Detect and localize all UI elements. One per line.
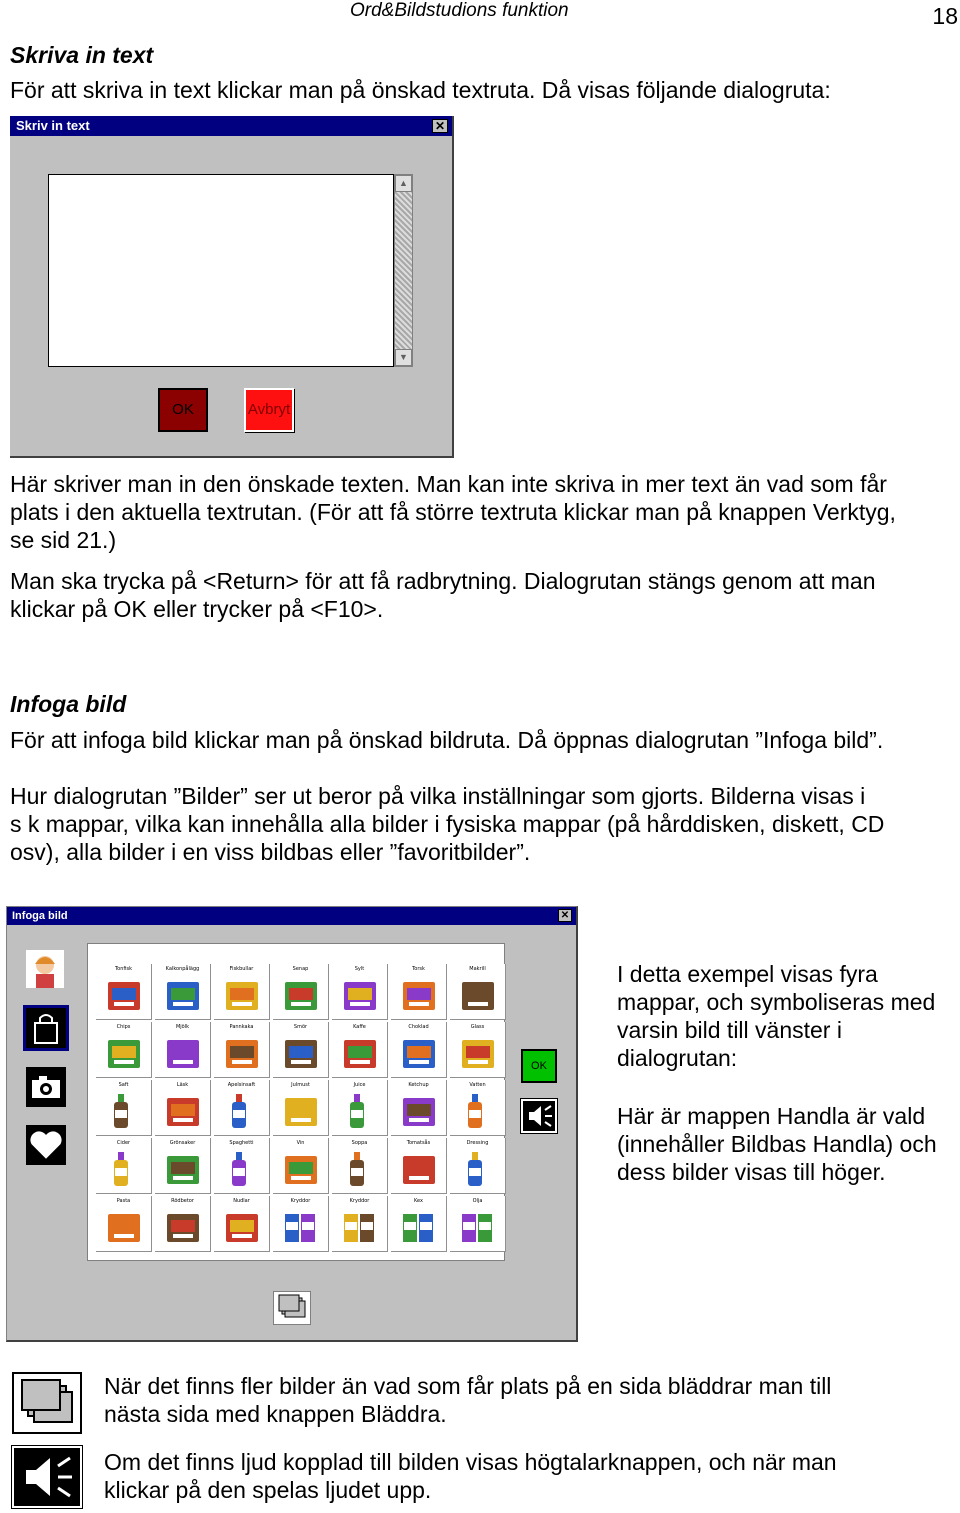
- picture-caption: Chips: [116, 1024, 131, 1030]
- picture-cell[interactable]: [155, 1196, 211, 1252]
- section1-para1: [10, 470, 955, 554]
- picture-cell[interactable]: [273, 964, 329, 1020]
- para1-line1: Här skriver man in den önskade texten. Man kan inte skriva in mer text än vad som får: [10, 471, 887, 497]
- picture-cell[interactable]: [391, 1196, 447, 1252]
- product-image: [222, 1208, 262, 1246]
- bladdra-text: [104, 1372, 954, 1428]
- ok-button[interactable]: OK: [521, 1049, 557, 1083]
- picture-caption: Julmust: [291, 1082, 310, 1088]
- product-image: [340, 1150, 380, 1188]
- heart-folder-icon[interactable]: [26, 1125, 66, 1165]
- picture-cell[interactable]: [96, 1138, 152, 1194]
- skriv-in-text-dialog: [10, 116, 454, 458]
- product-image: [399, 1150, 439, 1188]
- product-image: [458, 1208, 498, 1246]
- product-image: [104, 1208, 144, 1246]
- product-image: [340, 1034, 380, 1072]
- ljud-line2: klickar på den spelas ljudet upp.: [104, 1477, 432, 1503]
- picture-cell[interactable]: [96, 1022, 152, 1078]
- para2-line1: Man ska trycka på <Return> för att få radbrytning. Dialogrutan stängs genom att man: [10, 568, 876, 594]
- product-image: [399, 976, 439, 1014]
- close-button[interactable]: ✕: [558, 909, 572, 922]
- bladdra-icon: [12, 1372, 82, 1434]
- s2-para1-line1: Hur dialogrutan ”Bilder” ser ut beror på vilka inställningar som gjorts. Bilderna visas i: [10, 783, 866, 809]
- speaker-icon: [523, 1101, 555, 1131]
- product-image: [163, 1208, 203, 1246]
- picture-cell[interactable]: [214, 1022, 270, 1078]
- picture-caption: Senap: [292, 966, 309, 972]
- page-number: 18: [932, 3, 958, 29]
- picture-caption: Choklad: [408, 1024, 429, 1030]
- product-image: [104, 1034, 144, 1072]
- section2-para1: [10, 782, 955, 866]
- ljud-text: [104, 1448, 954, 1504]
- product-image: [340, 1208, 380, 1246]
- picture-cell[interactable]: [214, 1138, 270, 1194]
- picture-cell[interactable]: [450, 1022, 506, 1078]
- picture-caption: Tonfisk: [114, 966, 133, 972]
- picture-cell[interactable]: [155, 1080, 211, 1136]
- picture-cell[interactable]: [391, 1022, 447, 1078]
- picture-cell[interactable]: [214, 964, 270, 1020]
- picture-cell[interactable]: [273, 1022, 329, 1078]
- section1-intro: För att skriva in text klickar man på önskad textruta. Då visas följande dialogruta:: [10, 77, 831, 103]
- bladdra-button[interactable]: [273, 1291, 311, 1325]
- picture-caption: Spaghetti: [229, 1140, 254, 1146]
- shopping-bag-folder-icon[interactable]: [23, 1005, 69, 1051]
- picture-caption: Nudlar: [233, 1198, 250, 1204]
- product-image: [340, 976, 380, 1014]
- scroll-up-icon[interactable]: ▲: [395, 175, 412, 192]
- picture-cell[interactable]: [155, 1022, 211, 1078]
- product-image: [399, 1092, 439, 1130]
- side-line1: I detta exempel visas fyra: [617, 961, 878, 987]
- picture-grid: [87, 943, 505, 1261]
- picture-caption: Smör: [293, 1024, 308, 1030]
- picture-caption: Kaffe: [353, 1024, 366, 1030]
- section2-intro: För att infoga bild klickar man på önskad bildruta. Då öppnas dialogrutan ”Infoga bild”.: [10, 727, 884, 753]
- dialog-titlebar: [10, 116, 452, 136]
- picture-caption: Ketchup: [408, 1082, 429, 1088]
- picture-caption: Vin: [296, 1140, 305, 1146]
- product-image: [458, 1034, 498, 1072]
- picture-cell[interactable]: [214, 1080, 270, 1136]
- picture-cell[interactable]: [332, 1138, 388, 1194]
- product-image: [281, 976, 321, 1014]
- heading-skriva-in-text: Skriva in text: [10, 42, 154, 68]
- product-image: [104, 976, 144, 1014]
- vertical-scrollbar[interactable]: [394, 174, 413, 367]
- picture-caption: Kalkonpålägg: [165, 966, 200, 972]
- side-text-2: [617, 1102, 960, 1186]
- product-image: [281, 1092, 321, 1130]
- picture-cell[interactable]: [96, 1080, 152, 1136]
- picture-caption: Soppa: [351, 1140, 368, 1146]
- product-image: [458, 976, 498, 1014]
- picture-caption: Cider: [116, 1140, 131, 1146]
- picture-caption: Makrill: [469, 966, 486, 972]
- picture-caption: Kryddor: [290, 1198, 311, 1204]
- cancel-button[interactable]: Avbryt: [244, 388, 294, 432]
- picture-caption: Pasta: [116, 1198, 131, 1204]
- picture-cell[interactable]: [450, 964, 506, 1020]
- heading-infoga-bild: Infoga bild: [10, 691, 127, 717]
- product-image: [399, 1034, 439, 1072]
- picture-caption: Olja: [472, 1198, 483, 1204]
- picture-caption: Fiskbullar: [229, 966, 254, 972]
- picture-cell[interactable]: [332, 964, 388, 1020]
- ljud-line1: Om det finns ljud kopplad till bilden visas högtalarknappen, och när man: [104, 1449, 837, 1475]
- picture-cell[interactable]: [450, 1080, 506, 1136]
- infoga-bild-dialog: [6, 906, 578, 1342]
- picture-caption: Juice: [353, 1082, 366, 1088]
- picture-cell[interactable]: [273, 1138, 329, 1194]
- dialog-titlebar: [7, 907, 576, 925]
- product-image: [281, 1034, 321, 1072]
- dialog-title: Infoga bild: [12, 910, 68, 922]
- picture-caption: Tomatsås: [406, 1140, 431, 1146]
- para1-line3: se sid 21.): [10, 527, 117, 553]
- picture-caption: Torsk: [412, 966, 425, 972]
- product-image: [104, 1150, 144, 1188]
- product-image: [458, 1150, 498, 1188]
- picture-cell[interactable]: [391, 1138, 447, 1194]
- picture-cell[interactable]: [450, 1196, 506, 1252]
- para2-line2: klickar på OK eller trycker på <F10>.: [10, 596, 384, 622]
- product-image: [281, 1208, 321, 1246]
- side-line4: dialogrutan:: [617, 1045, 738, 1071]
- picture-cell[interactable]: [273, 1080, 329, 1136]
- picture-cell[interactable]: [332, 1196, 388, 1252]
- pages-icon: [274, 1292, 310, 1324]
- picture-cell[interactable]: [332, 1022, 388, 1078]
- product-image: [340, 1092, 380, 1130]
- side-line2: mappar, och symboliseras med: [617, 989, 936, 1015]
- child-photo-folder-icon[interactable]: [25, 949, 65, 989]
- product-image: [163, 976, 203, 1014]
- picture-caption: Kex: [414, 1198, 423, 1204]
- dialog-title: Skriv in text: [16, 118, 90, 133]
- speaker-icon: [12, 1446, 82, 1508]
- picture-caption: Mjölk: [175, 1024, 190, 1030]
- side-line3: varsin bild till vänster i: [617, 1017, 842, 1043]
- picture-cell[interactable]: [214, 1196, 270, 1252]
- product-image: [222, 1150, 262, 1188]
- picture-cell[interactable]: [391, 964, 447, 1020]
- picture-caption: Apelsinsaft: [227, 1082, 256, 1088]
- side-text-1: [617, 960, 960, 1072]
- picture-caption: Saft: [118, 1082, 129, 1088]
- picture-caption: Kryddor: [349, 1198, 370, 1204]
- picture-caption: Rödbetor: [171, 1198, 194, 1204]
- bladdra-line1: När det finns fler bilder än vad som får plats på en sida bläddrar man till: [104, 1373, 832, 1399]
- product-image: [458, 1092, 498, 1130]
- picture-cell[interactable]: [273, 1196, 329, 1252]
- speaker-button[interactable]: [521, 1099, 557, 1133]
- product-image: [222, 976, 262, 1014]
- picture-caption: Vatten: [469, 1082, 486, 1088]
- bladdra-line2: nästa sida med knappen Bläddra.: [104, 1401, 447, 1427]
- text-input-area[interactable]: [48, 174, 394, 367]
- picture-cell[interactable]: [155, 964, 211, 1020]
- picture-caption: Dressing: [466, 1140, 489, 1146]
- picture-caption: Glass: [470, 1024, 485, 1030]
- picture-cell[interactable]: [332, 1080, 388, 1136]
- picture-caption: Pannkaka: [229, 1024, 254, 1030]
- side2-line2: (innehåller Bildbas Handla) och: [617, 1131, 937, 1157]
- picture-caption: Läsk: [176, 1082, 189, 1088]
- picture-cell[interactable]: [450, 1138, 506, 1194]
- scroll-down-icon[interactable]: ▼: [395, 349, 412, 366]
- product-image: [222, 1092, 262, 1130]
- picture-cell[interactable]: [96, 964, 152, 1020]
- product-image: [163, 1034, 203, 1072]
- product-image: [163, 1150, 203, 1188]
- picture-caption: Grönsaker: [169, 1140, 196, 1146]
- product-image: [104, 1092, 144, 1130]
- product-image: [399, 1208, 439, 1246]
- picture-cell[interactable]: [391, 1080, 447, 1136]
- ok-button[interactable]: OK: [158, 388, 208, 432]
- running-header: Ord&Bildstudions funktion: [350, 0, 569, 21]
- close-button[interactable]: ✕: [432, 119, 448, 133]
- camera-folder-icon[interactable]: [26, 1067, 66, 1107]
- picture-cell[interactable]: [155, 1138, 211, 1194]
- product-image: [222, 1034, 262, 1072]
- side2-line1: Här är mappen Handla är vald: [617, 1103, 926, 1129]
- product-image: [163, 1092, 203, 1130]
- section1-para2: [10, 567, 955, 623]
- s2-para1-line3: osv), alla bilder i en viss bildbas eller ”favoritbilder”.: [10, 839, 531, 865]
- s2-para1-line2: s k mappar, vilka kan innehålla alla bilder i fysiska mappar (på hårddisken, diskett, CD: [10, 811, 885, 837]
- side2-line3: dess bilder visas till höger.: [617, 1159, 886, 1185]
- picture-cell[interactable]: [96, 1196, 152, 1252]
- para1-line2: plats i den aktuella textrutan. (För att få större textruta klickar man på knappen Verktyg,: [10, 499, 896, 525]
- product-image: [281, 1150, 321, 1188]
- picture-caption: Sylt: [354, 966, 365, 972]
